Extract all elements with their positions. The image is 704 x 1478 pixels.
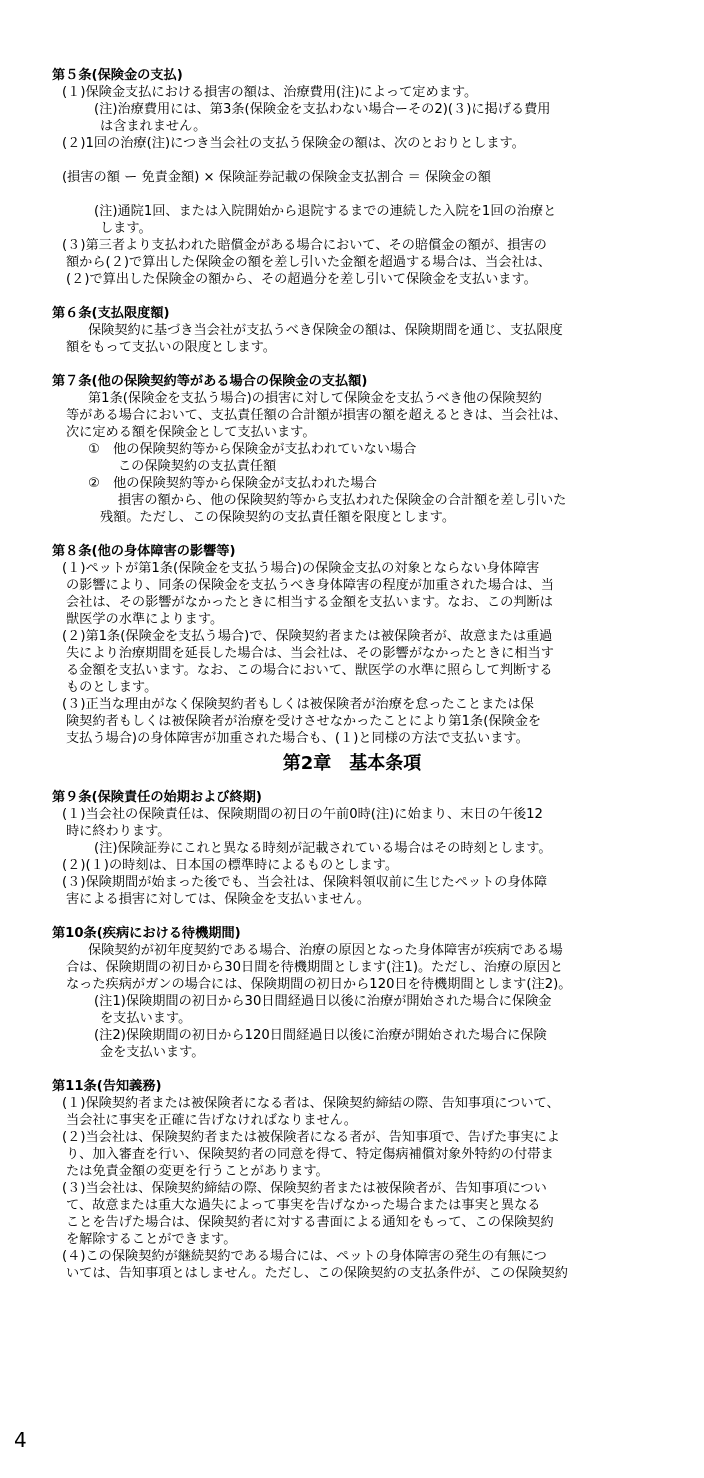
article-7-item: ① 他の保険契約等から保険金が支払われていない場合 xyxy=(88,442,417,457)
article-7-line: 第1条(保険金を支払う場合)の損害に対して保険金を支払うべき他の保険契約 xyxy=(88,391,542,406)
article-11-heading: 第11条(告知義務) xyxy=(52,1079,162,1094)
document-body xyxy=(52,67,652,1282)
article-7-line: 残額。ただし、この保険契約の支払責任額を限度とします。 xyxy=(100,510,456,525)
article-8-line: (２)第1条(保険金を支払う場合)で、保険契約者または被保険者が、故意または重過 xyxy=(62,629,553,644)
article-10-line: 合は、保険期間の初日から30日間を待機期間とします(注1)。ただし、治療の原因と xyxy=(66,960,564,975)
page-number: 4 xyxy=(14,1428,27,1452)
article-8-line: 獣医学の水準によります。 xyxy=(66,612,224,627)
article-8-line: 失により治療期間を延長した場合は、当会社は、その影響がなかったときに相当す xyxy=(66,646,554,661)
article-11-line: 当会社に事実を正確に告げなければなりません。 xyxy=(66,1113,357,1128)
article-7-heading: 第７条(他の保険契約等がある場合の保険金の支払額) xyxy=(52,374,368,389)
article-11-line: (４)この保険契約が継続契約である場合には、ペットの身体障害の発生の有無につ xyxy=(62,1249,547,1264)
article-11-line: を解除することができます。 xyxy=(66,1232,237,1247)
article-7-line: この保険契約の支払責任額 xyxy=(118,459,277,474)
article-7-line: 損害の額から、他の保険契約等から支払われた保険金の合計額を差し引いた xyxy=(118,493,567,508)
article-9-heading: 第９条(保険責任の始期および終期) xyxy=(52,790,262,805)
article-6-heading: 第６条(支払限度額) xyxy=(52,306,170,321)
article-5-line: (１)保険金支払における損害の額は、治療費用(注)によって定めます。 xyxy=(62,85,478,100)
article-9-line: (２)(１)の時刻は、日本国の標準時によるものとします。 xyxy=(62,858,399,873)
article-9-line: 害による損害に対しては、保険金を支払いません。 xyxy=(66,892,371,907)
chapter-title: 第2章 基本条項 xyxy=(282,753,422,774)
article-9-line: (注)保険証券にこれと異なる時刻が記載されている場合はその時刻とします。 xyxy=(94,841,552,856)
article-8-line: る金額を支払います。なお、この場合において、獣医学の水準に照らして判断する xyxy=(66,663,553,678)
article-5-line: (注)通院1回、または入院開始から退院するまでの連続した入院を1回の治療と xyxy=(94,204,557,219)
article-10-line: なった疾病がガンの場合には、保険期間の初日から120日を待機期間とします(注2)。 xyxy=(66,977,572,992)
article-8-line: 支払う場合)の身体障害が加重された場合も、(１)と同様の方法で支払います。 xyxy=(66,731,529,746)
article-8-heading: 第８条(他の身体障害の影響等) xyxy=(52,544,236,559)
article-5-heading: 第５条(保険金の支払) xyxy=(52,68,183,83)
article-10-line: 保険契約が初年度契約である場合、治療の原因となった身体障害が疾病である場 xyxy=(88,943,563,958)
article-11-line: ことを告げた場合は、保険契約者に対する書面による通知をもって、この保険契約 xyxy=(66,1215,554,1230)
article-11-line: り、加入審査を行い、保険契約者の同意を得て、特定傷病補償対象外特約の付帯ま xyxy=(66,1147,554,1162)
payout-formula: (損害の額 ー 免責金額) × 保険証券記載の保険金支払割合 ＝ 保険金の額 xyxy=(62,170,491,185)
article-10-line: (注2)保険期間の初日から120日間経過日以後に治療が開始された場合に保険 xyxy=(94,1028,547,1043)
article-6-line: 額をもって支払いの限度とします。 xyxy=(66,340,276,355)
article-9-line: (３)保険期間が始まった後でも、当会社は、保険料領収前に生じたペットの身体障 xyxy=(62,875,548,890)
article-11-line: たは免責金額の変更を行うことがあります。 xyxy=(66,1164,329,1179)
article-5-line: (２)で算出した保険金の額から、その超過分を差し引いて保険金を支払います。 xyxy=(66,272,537,287)
article-8-line: の影響により、同条の保険金を支払うべき身体障害の程度が加重された場合は、当 xyxy=(66,578,554,593)
article-11-line: いては、告知事項とはしません。ただし、この保険契約の支払条件が、この保険契約 xyxy=(66,1266,568,1281)
article-11-line: (１)保険契約者または被保険者になる者は、保険契約締結の際、告知事項について、 xyxy=(62,1096,560,1111)
article-10-line: を支払います。 xyxy=(100,1011,192,1026)
article-5-line: 額から(２)で算出した保険金の額を差し引いた金額を超過する場合は、当会社は、 xyxy=(66,255,552,270)
article-8-line: (１)ペットが第1条(保険金を支払う場合)の保険金支払の対象とならない身体障害 xyxy=(62,561,540,576)
article-5-line: (注)治療費用には、第3条(保険金を支払わない場合ーその2)(３)に掲げる費用 xyxy=(94,102,551,117)
article-5-line: (３)第三者より支払われた賠償金がある場合において、その賠償金の額が、損害の xyxy=(62,238,547,253)
article-5-line: (２)1回の治療(注)につき当会社の支払う保険金の額は、次のとおりとします。 xyxy=(62,136,525,151)
article-5-line: します。 xyxy=(100,221,152,236)
article-11-line: (２)当会社は、保険契約者または被保険者になる者が、告知事項で、告げた事実によ xyxy=(62,1130,560,1145)
article-10-line: 金を支払います。 xyxy=(100,1045,205,1060)
article-8-line: 険契約者もしくは被保険者が治療を受けさせなかったことにより第1条(保険金を xyxy=(66,714,542,729)
article-9-line: (１)当会社の保険責任は、保険期間の初日の午前0時(注)に始まり、末日の午後12 xyxy=(62,807,543,822)
article-5-line: は含まれません。 xyxy=(100,119,207,134)
article-7-item: ② 他の保険契約等から保険金が支払われた場合 xyxy=(88,476,377,491)
article-8-line: 会社は、その影響がなかったときに相当する金額を支払います。なお、この判断は xyxy=(66,595,553,610)
article-11-line: (３)当会社は、保険契約締結の際、保険契約者または被保険者が、告知事項につい xyxy=(62,1181,547,1196)
article-11-line: て、故意または重大な過失によって事実を告げなかった場合または事実と異なる xyxy=(66,1198,541,1213)
article-7-line: 次に定める額を保険金として支払います。 xyxy=(66,425,316,440)
article-9-line: 時に終わります。 xyxy=(66,824,171,839)
article-10-line: (注1)保険期間の初日から30日間経過日以後に治療が開始された場合に保険金 xyxy=(94,994,552,1009)
article-10-heading: 第10条(疾病における待機期間) xyxy=(52,926,241,941)
article-8-line: ものとします。 xyxy=(66,680,158,695)
article-6-line: 保険契約に基づき当会社が支払うべき保険金の額は、保険期間を通じ、支払限度 xyxy=(88,323,563,338)
article-7-line: 等がある場合において、支払責任額の合計額が損害の額を超えるときは、当会社は、 xyxy=(66,408,567,423)
article-8-line: (３)正当な理由がなく保険契約者もしくは被保険者が治療を怠ったことまたは保 xyxy=(62,697,534,712)
